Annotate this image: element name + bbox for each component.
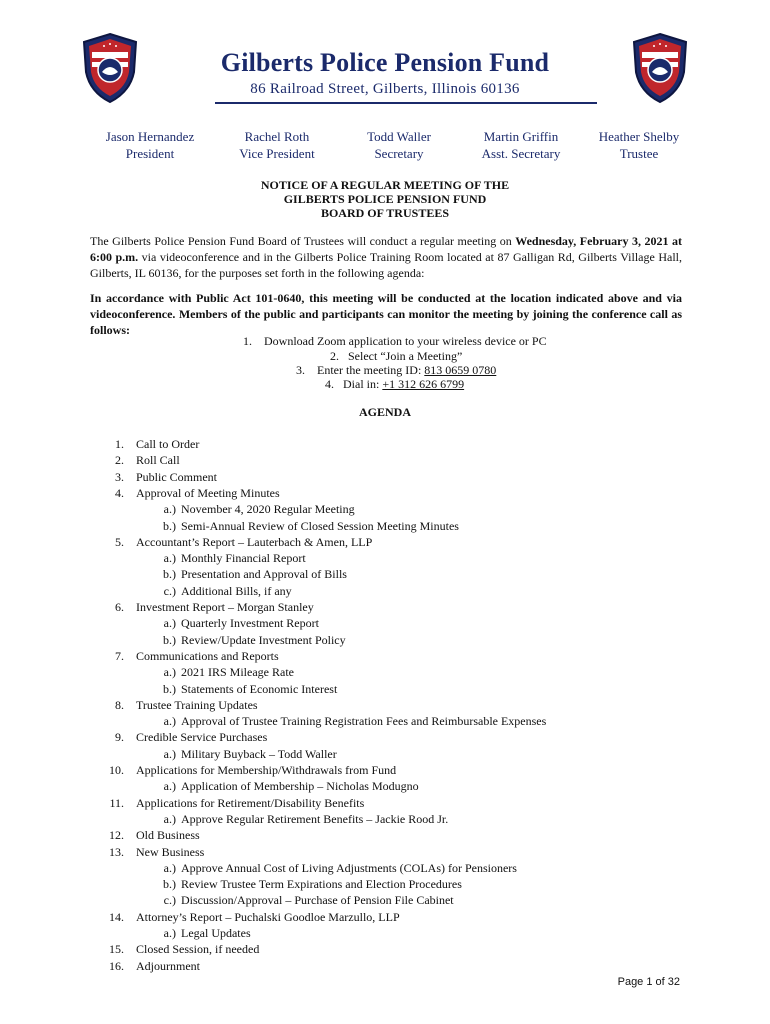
agenda-item-text: Adjournment — [136, 958, 200, 973]
agenda-subitem-text: 2021 IRS Mileage Rate — [181, 665, 294, 680]
officer-president — [85, 128, 215, 162]
agenda-subitem-text: Application of Membership – Nicholas Modugno — [181, 779, 419, 794]
agenda-subitem-text: Approval of Trustee Training Registration Fees and Reimbursable Expenses — [181, 714, 547, 729]
agenda-subitem-label: b.) — [163, 681, 176, 696]
agenda-item-text: Closed Session, if needed — [136, 942, 260, 957]
agenda-subitem-text: Additional Bills, if any — [181, 583, 292, 598]
agenda-item-text: Old Business — [136, 828, 200, 843]
agenda-item-text: New Business — [136, 844, 205, 859]
intro-paragraph — [90, 233, 682, 281]
agenda-subitem-label: b.) — [163, 632, 176, 647]
agenda-item-text: Investment Report – Morgan Stanley — [136, 600, 314, 614]
agenda-subitem-text: Quarterly Investment Report — [181, 616, 319, 631]
agenda-subitem-label: a.) — [163, 779, 176, 794]
officer-title: Secretary — [374, 146, 424, 161]
notice-heading — [0, 178, 770, 220]
agenda-item-text: Accountant’s Report – Lauterbach & Amen, LLP — [136, 534, 373, 549]
agenda-subitem-label: a.) — [163, 665, 176, 680]
agenda-subitem-text: Statements of Economic Interest — [181, 681, 338, 696]
agenda-subitem-label: a.) — [163, 860, 176, 875]
agenda-subitem-text: Military Buyback – Todd Waller — [181, 746, 337, 761]
agenda-item-number: 8. — [115, 697, 124, 712]
agenda-item-number: 12. — [109, 828, 124, 843]
zoom-step: 1. Download Zoom application to your wireless device or PC — [243, 334, 547, 348]
agenda-item-text: Call to Order — [136, 437, 200, 451]
agenda-item-number: 7. — [115, 648, 124, 663]
officer-name: Rachel Roth — [244, 129, 310, 144]
officer-name: Jason Hernandez — [105, 129, 195, 144]
agenda-item-text: Applications for Retirement/Disability Benefits — [136, 795, 365, 810]
header-divider — [215, 102, 597, 104]
zoom-step: 4. Dial in: +1 312 626 6799 — [325, 377, 465, 391]
agenda-subitem-text: November 4, 2020 Regular Meeting — [181, 502, 355, 517]
agenda-item-text: Trustee Training Updates — [136, 697, 258, 712]
agenda-subitem-label: a.) — [163, 926, 176, 940]
dial-in-link[interactable]: +1 312 626 6799 — [382, 377, 465, 391]
agenda-subitem-text: Semi-Annual Review of Closed Session Meeting Minutes — [181, 518, 459, 533]
agenda-item-text: Approval of Meeting Minutes — [136, 485, 280, 500]
agenda-subitem-text: Approve Annual Cost of Living Adjustments (COLAs) for Pensioners — [181, 860, 517, 875]
agenda-item-number: 4. — [115, 485, 124, 500]
agenda-subitem-label: a.) — [163, 714, 176, 729]
notice-line: BOARD OF TRUSTEES — [320, 206, 450, 220]
officers-row — [0, 128, 770, 168]
officer-title: Trustee — [619, 146, 659, 161]
agenda-heading: AGENDA — [358, 405, 411, 419]
agenda-item-number: 6. — [115, 600, 124, 614]
agenda-item-number: 2. — [115, 453, 124, 468]
agenda-item-text: Applications for Membership/Withdrawals from Fund — [136, 763, 397, 777]
page-number: Page 1 of 32 — [617, 976, 680, 988]
agenda-subitem-text: Review Trustee Term Expirations and Election Procedures — [181, 877, 462, 892]
zoom-step: 3. Enter the meeting ID: 813 0659 0780 — [296, 363, 497, 377]
officer-trustee — [574, 128, 704, 162]
officer-title: President — [125, 146, 175, 161]
officer-name: Todd Waller — [367, 129, 431, 144]
public-act-paragraph: In accordance with Public Act 101-0640, this meeting will be conducted at the location indicated above and via videoconference. Members of the public and participants can monitor the meeting by joining the conference call as follows: — [90, 291, 682, 337]
agenda-item-number: 14. — [109, 909, 124, 924]
agenda-subitem-text: Approve Regular Retirement Benefits – Jackie Rood Jr. — [181, 811, 449, 826]
agenda-subitem-text: Legal Updates — [181, 926, 251, 940]
officer-vice-president — [212, 128, 342, 162]
meeting-date: Wednesday, February 3, 2021 at 6:00 p.m. — [90, 234, 683, 264]
agenda-item-number: 11. — [109, 795, 124, 810]
agenda-subitem-label: b.) — [163, 518, 176, 533]
agenda-subitem-text: Presentation and Approval of Bills — [181, 567, 347, 582]
agenda-subitem-label: a.) — [163, 616, 176, 631]
agenda-item-text: Roll Call — [136, 453, 180, 468]
agenda-item-number: 5. — [115, 534, 124, 549]
officer-title: Vice President — [239, 146, 315, 161]
agenda-item-number: 10. — [109, 763, 124, 777]
agenda-subitem-text: Monthly Financial Report — [181, 551, 306, 566]
agenda-subitem-label: a.) — [163, 811, 176, 826]
agenda-item-text: Credible Service Purchases — [136, 730, 268, 745]
officer-name: Martin Griffin — [483, 129, 559, 144]
agenda-subitem-label: a.) — [163, 502, 176, 517]
agenda-subitem-label: a.) — [163, 551, 176, 566]
intro-text: via videoconference and in the Gilberts Police Training Room located at 87 Galligan Rd, Gilberts Village Hall, Gilberts, IL 60136, for the purposes set forth in the following agenda: — [90, 250, 682, 280]
meeting-id-link[interactable]: 813 0659 0780 — [424, 363, 497, 377]
notice-line: NOTICE OF A REGULAR MEETING OF THE — [260, 178, 510, 192]
intro-text: The Gilberts Police Pension Fund Board of Trustees will conduct a regular meeting on — [90, 234, 516, 248]
notice-line: GILBERTS POLICE PENSION FUND — [283, 192, 487, 206]
officer-title: Asst. Secretary — [481, 146, 561, 161]
officer-name: Heather Shelby — [598, 129, 680, 144]
fund-address: 86 Railroad Street, Gilberts, Illinois 60136 — [250, 81, 520, 97]
agenda-subitem-label: c.) — [163, 893, 176, 908]
agenda-item-text: Public Comment — [136, 469, 217, 484]
zoom-step: 2. Select “Join a Meeting” — [330, 349, 463, 363]
agenda-item-number: 13. — [109, 844, 124, 859]
agenda-item-number: 1. — [115, 437, 124, 451]
agenda-item-text: Attorney’s Report – Puchalski Goodloe Marzullo, LLP — [136, 909, 400, 924]
agenda-subitem-label: c.) — [163, 583, 176, 598]
agenda-item-number: 16. — [109, 958, 124, 973]
agenda-item-number: 9. — [115, 730, 124, 745]
agenda-subitem-label: a.) — [163, 746, 176, 761]
fund-title: Gilberts Police Pension Fund — [220, 48, 550, 77]
officer-asst-secretary — [456, 128, 586, 162]
agenda-subitem-label: b.) — [163, 567, 176, 582]
agenda-subitem-label: b.) — [163, 877, 176, 892]
agenda-item-number: 3. — [115, 469, 124, 484]
agenda-subitem-text: Review/Update Investment Policy — [181, 632, 346, 647]
agenda-item-text: Communications and Reports — [136, 648, 279, 663]
agenda-item-number: 15. — [109, 942, 124, 957]
agenda-subitem-text: Discussion/Approval – Purchase of Pension File Cabinet — [181, 893, 454, 908]
officer-secretary — [334, 128, 464, 162]
